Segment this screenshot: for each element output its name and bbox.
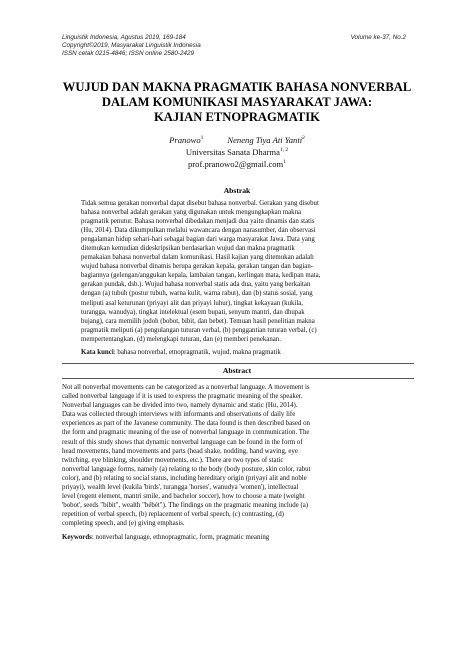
- divider-top: [62, 363, 414, 364]
- journal-copyright: Copyright©2019, Masyarakat Linguistik Indonesia: [62, 42, 201, 49]
- keywords-value: : nonverbal language, ethnopragmatic, form, pragmatic meaning: [91, 534, 270, 541]
- abstract-line: 'bobot', seeds "bibit", wealth "bébét"). The findings on the pragmatic meaning include (a): [62, 502, 309, 510]
- keywords-label: Keywords: [62, 534, 92, 541]
- abstract-line: nonverbal language forms, namely (a) relating to the body (body posture, skin color, rabut: [62, 465, 311, 473]
- journal-citation: Linguistik Indonesia, Agustus 2019, 169-184: [62, 34, 186, 41]
- abstract-line: the form and pragmatic meaning of the use of nonverbal language in communication. The: [62, 429, 310, 437]
- abstract-line: completing speech, and (e) giving emphasis.: [62, 520, 185, 528]
- paper-title-line: KAJIAN ETNOPRAGMATIK: [154, 110, 320, 124]
- abstrak-line: dengan (a) tubuh (postur tubuh, warna kulit, warna rabut), dan (b) status sosial, yang: [81, 290, 313, 298]
- abstract-line: experiences as part of the Javanese community. The data found is then described based on: [62, 420, 310, 428]
- author-2-sup: 2: [302, 135, 305, 142]
- abstrak-line: pragmatik meliputi (a) pengulangan tuturan verbal, (b) penggantian tuturan verbal, (c): [81, 326, 317, 334]
- abstrak-line: gerakan pundak, dsb.). Wujud bahasa nonverbal statis ada dua, yaitu yang berkaitan: [81, 281, 311, 289]
- email-address: prof.pranowo2@gmail.com: [187, 159, 284, 169]
- abstrak-line: ditemukan kemudian dideskripsikan berdasarkan wujud dan makna pragmatik: [81, 245, 295, 253]
- abstrak-line: bahasa nonverbal adalah gerakan yang digunakan untuk mengungkapkan makna: [81, 209, 302, 217]
- author-1-sup: 1: [200, 135, 204, 142]
- author-names: [62, 134, 412, 146]
- abstract-line: Nonverbal languages can be divided into two, namely dynamic and static (Hu, 2014).: [62, 402, 298, 410]
- abstrak-line: mempertentangkan, (d) melengkapi tuturan, dan (e) memberi penekanan.: [81, 335, 281, 343]
- author-1: Pranowo: [169, 135, 201, 145]
- email-sup: 1: [283, 159, 286, 166]
- abstrak-line: pengalaman hidup sehari-hari sebagai bagian dari warga masyarakat Jawa. Data yang: [81, 236, 315, 244]
- abstrak-line: meliputi asal keturunan (priyayi alit dan priyayi luhur), tingkat kekayaan (kukila,: [81, 299, 303, 307]
- keywords: [62, 533, 269, 542]
- abstract-line: repetition of verbal speech, (b) replacement of verbal speech, (c) contrasting, (d): [62, 511, 284, 519]
- abstrak-line: wujud bahasa nonverbal dinamis berupa gerakan kepala, gerakan tangan dan bagian-: [81, 263, 314, 271]
- kata-kunci-label: Kata kunci: [81, 349, 114, 356]
- journal-issn: ISSN cetak 0215-4846; ISSN online 2580-2429: [62, 50, 194, 57]
- abstract-line: color), and (b) relating to social status, including hereditary origin (priyayi alit and noble: [62, 474, 307, 482]
- affiliation: [62, 146, 412, 158]
- email: [62, 158, 412, 170]
- affiliation-name: Universitas Sanata Dharma: [185, 147, 280, 157]
- abstrak-body: [81, 199, 395, 344]
- divider-bottom: [62, 378, 414, 379]
- abstract-line: level (regent element, mantri smile, and bachelor soccer), how to choose a mate (weight: [62, 493, 305, 501]
- abstract-line: called nonverbal language if it is used to express the pragmatic meaning of the speaker.: [62, 393, 303, 401]
- abstrak-line: Tidak semua gerakan nonverbal dapat disebut bahasa nonverbal. Gerakan yang disebut: [81, 200, 319, 207]
- paper-title-line: DALAM KOMUNIKASI MASYARAKAT JAWA:: [101, 95, 373, 109]
- abstract-line: Data was collected through interviews with informants and observations of daily life: [62, 411, 296, 419]
- paper-title-line: WUJUD DAN MAKNA PRAGMATIK BAHASA NONVERBAL: [62, 80, 412, 94]
- kata-kunci-value: : bahasa nonverbal, etnopragmatik, wujud, makna pragmatik: [113, 349, 281, 356]
- abstract-line: result of this study shows that dynamic nonverbal language can be found in the form of: [62, 438, 303, 446]
- abstract-line: head movements, hand movements and parts (head shake, nodding, hand waving, eye: [62, 447, 298, 455]
- abstrak-heading: Abstrak: [223, 186, 251, 195]
- paper-title: [62, 80, 412, 125]
- journal-volume: Volume ke-37, No.2: [350, 34, 406, 41]
- journal-header-left: [62, 34, 322, 58]
- abstrak-line: turangga, wanudya), tingkat intelektual (esem bupati, senyum mantri, dan dhupak: [81, 308, 305, 316]
- author-2: Neneng Tiya Ati Yanti: [227, 135, 303, 145]
- author-block: [62, 134, 412, 170]
- affiliation-sup: 1, 2: [279, 147, 289, 154]
- kata-kunci: [81, 348, 281, 357]
- abstract-line: Not all nonverbal movements can be categorized as a nonverbal language. A movement is: [62, 384, 310, 391]
- abstrak-line: pemakaian bahasa nonverbal dalam komunikasi. Hasil kajian yang ditemukan adalah: [81, 254, 314, 262]
- abstrak-line: bujang), cara memilih jodoh (bobot, bibit, dan bebet). Temuan hasil penelitian makna: [81, 317, 315, 325]
- abstract-line: priyayi), wealth level (kukila 'birds', turangga 'horses', wanudya 'women'), intellectual: [62, 484, 299, 492]
- abstract-body: [62, 383, 414, 529]
- abstrak-line: (Hu, 2014). Data dikumpulkan melalui wawancara dengan narasumber, dan observasi: [81, 227, 316, 235]
- abstrak-line: bagiannya (gelengan/anggukan kepala, lambaian tangan, kerlingan mata, kedipan mata,: [81, 272, 321, 280]
- abstrak-line: pragmatik penutur. Bahasa nonverbal dibedakan menjadi dua yaitu dinamis dan statis: [81, 218, 315, 226]
- abstract-line: twitching, eye blinking, shoulder movements, etc.). There are two types of static: [62, 456, 284, 464]
- abstract-heading: Abstract: [222, 366, 252, 375]
